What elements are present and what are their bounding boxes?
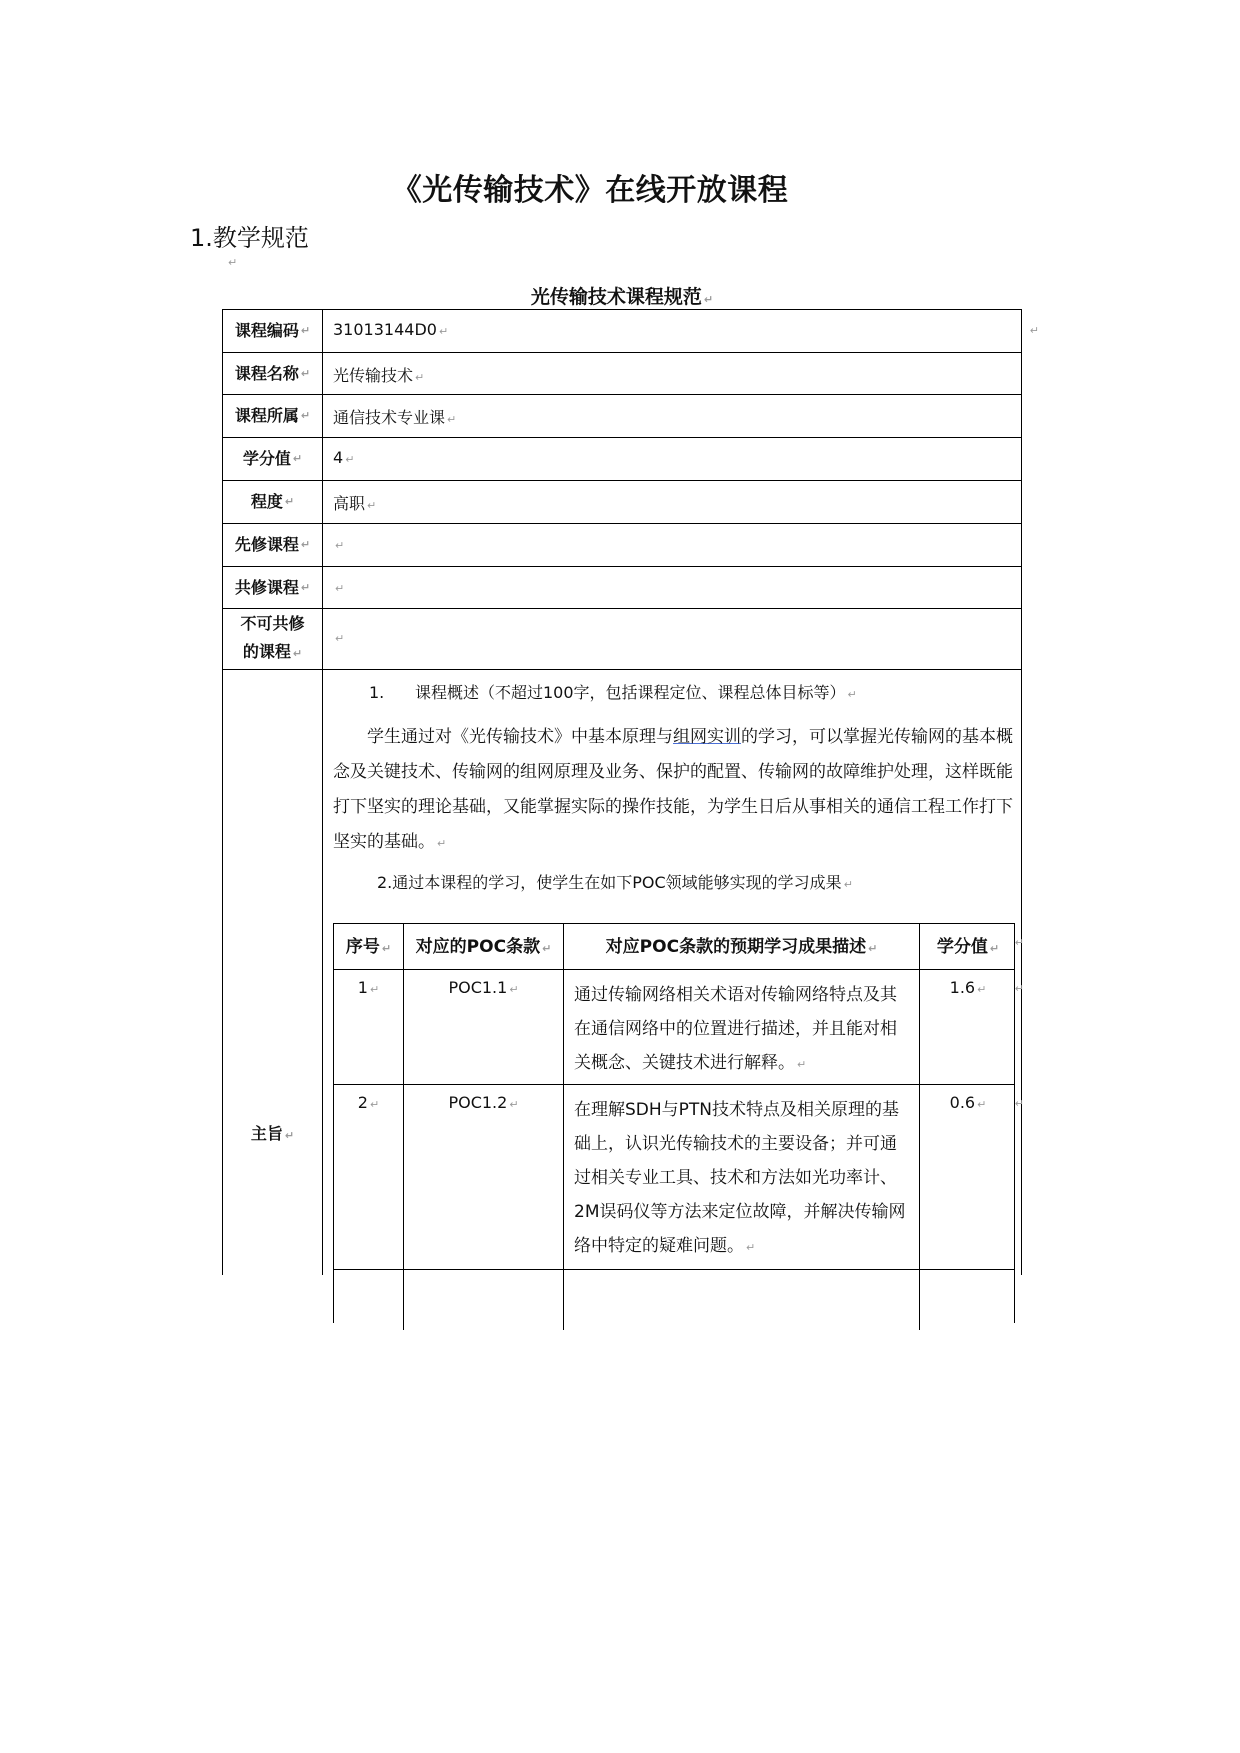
poc-row: 2 ↵ POC1.2 ↵ 在理解SDH与PTN技术特点及相关原理的基础上，认识光传输技术的主要设备；并可通过相关专业工具、技术和方法如光功率计、2M误码仪等方法来定位故障，并解决传输网络中特定的疑难问题。 ↵ 0.6 ↵ ↵ — [334, 1085, 1014, 1270]
poc-code: POC1.1 ↵ — [404, 970, 564, 1084]
spec-label: 课程所属 ↵ — [223, 395, 323, 437]
spec-row-exclusions — [223, 609, 1021, 670]
main-content — [323, 670, 1024, 1275]
spec-value: 光传输技术 ↵ — [333, 366, 425, 385]
header-desc: 对应POC条款的预期学习成果描述 ↵ — [564, 924, 920, 969]
spec-value: 31013144D0 ↵ — [333, 320, 449, 339]
header-seq: 序号 ↵ — [334, 924, 404, 969]
spec-value: 高职 ↵ — [333, 494, 377, 513]
spec-label: 先修课程 ↵ — [223, 524, 323, 566]
poc-description: 在理解SDH与PTN技术特点及相关原理的基础上，认识光传输技术的主要设备；并可通过相关专业工具、技术和方法如光功率计、2M误码仪等方法来定位故障，并解决传输网络中特定的疑难问题。 ↵ — [564, 1085, 920, 1269]
poc-description: 通过传输网络相关术语对传输网络特点及其在通信网络中的位置进行描述，并且能对相关概念、关键技术进行解释。 ↵ — [564, 970, 920, 1084]
spec-label: 学分值 ↵ — [223, 438, 323, 480]
spec-label: 不可共修的课程 ↵ — [223, 609, 323, 669]
outcome-statement: 2.通过本课程的学习，使学生在如下POC领域能够实现的学习成果 ↵ — [377, 873, 853, 892]
poc-credit — [920, 1270, 1016, 1330]
poc-description — [564, 1270, 920, 1330]
spec-row-corequisites — [223, 567, 1021, 609]
spec-label: 共修课程 ↵ — [223, 567, 323, 608]
row-end-mark: ↵ — [1029, 324, 1039, 337]
document-title: 《光传输技术》在线开放课程 — [391, 173, 789, 208]
poc-seq: 2 ↵ — [334, 1085, 404, 1269]
poc-outcomes-table — [333, 923, 1024, 1323]
poc-row-partial — [334, 1270, 1014, 1330]
spec-row-course-name — [223, 353, 1021, 395]
spec-label: 课程名称 ↵ — [223, 353, 323, 394]
course-spec-table — [222, 309, 1039, 1275]
spec-value: 通信技术专业课 ↵ — [333, 408, 457, 427]
spec-row-credits — [223, 438, 1021, 481]
poc-credit: 1.6 ↵ — [949, 978, 987, 997]
spec-label-main: 主旨 ↵ — [223, 670, 323, 1275]
poc-row: 1 ↵ POC1.1 ↵ 通过传输网络相关术语对传输网络特点及其在通信网络中的位置进行描述，并且能对相关概念、关键技术进行解释。 ↵ 1.6 ↵ ↵ — [334, 970, 1014, 1085]
poc-header-row: 序号 ↵ 对应的POC条款 ↵ 对应POC条款的预期学习成果描述 ↵ 学分值 ↵ ↵ — [334, 924, 1014, 970]
spec-row-course-code — [223, 310, 1021, 353]
course-intro: 学生通过对《光传输技术》中基本原理与组网实训的学习，可以掌握光传输网的基本概念及关键技术、传输网的组网原理及业务、保护的配置、传输网的故障维护处理，这样既能打下坚实的理论基础，又能掌握实际的操作技能，为学生日后从事相关的通信工程工作打下坚实的基础。 ↵ — [333, 727, 1013, 852]
spec-label: 课程编码 ↵ — [223, 310, 323, 352]
spec-row-level — [223, 481, 1021, 524]
spec-value: ↵ — [335, 539, 345, 552]
header-credit: 学分值 ↵ — [936, 937, 1000, 957]
spec-row-main-purpose — [223, 670, 1024, 1275]
poc-credit: 0.6 ↵ — [949, 1093, 987, 1112]
overview-item: 1. 课程概述（不超过100字，包括课程定位、课程总体目标等） ↵ — [369, 683, 857, 702]
spec-row-course-category — [223, 395, 1021, 438]
spec-value: ↵ — [335, 582, 345, 595]
paragraph-mark: ↵ — [228, 256, 238, 269]
spec-value: 4 ↵ — [333, 448, 355, 467]
poc-seq — [334, 1270, 404, 1330]
header-poc: 对应的POC条款 ↵ — [404, 924, 564, 969]
table-caption: 光传输技术课程规范 ↵ — [530, 286, 714, 308]
spec-label: 程度 ↵ — [223, 481, 323, 523]
poc-seq: 1 ↵ — [334, 970, 404, 1084]
poc-code: POC1.2 ↵ — [404, 1085, 564, 1269]
section-heading: 1.教学规范 — [190, 224, 309, 252]
spec-row-prerequisites — [223, 524, 1021, 567]
poc-code — [404, 1270, 564, 1330]
spec-value: ↵ — [335, 632, 345, 645]
